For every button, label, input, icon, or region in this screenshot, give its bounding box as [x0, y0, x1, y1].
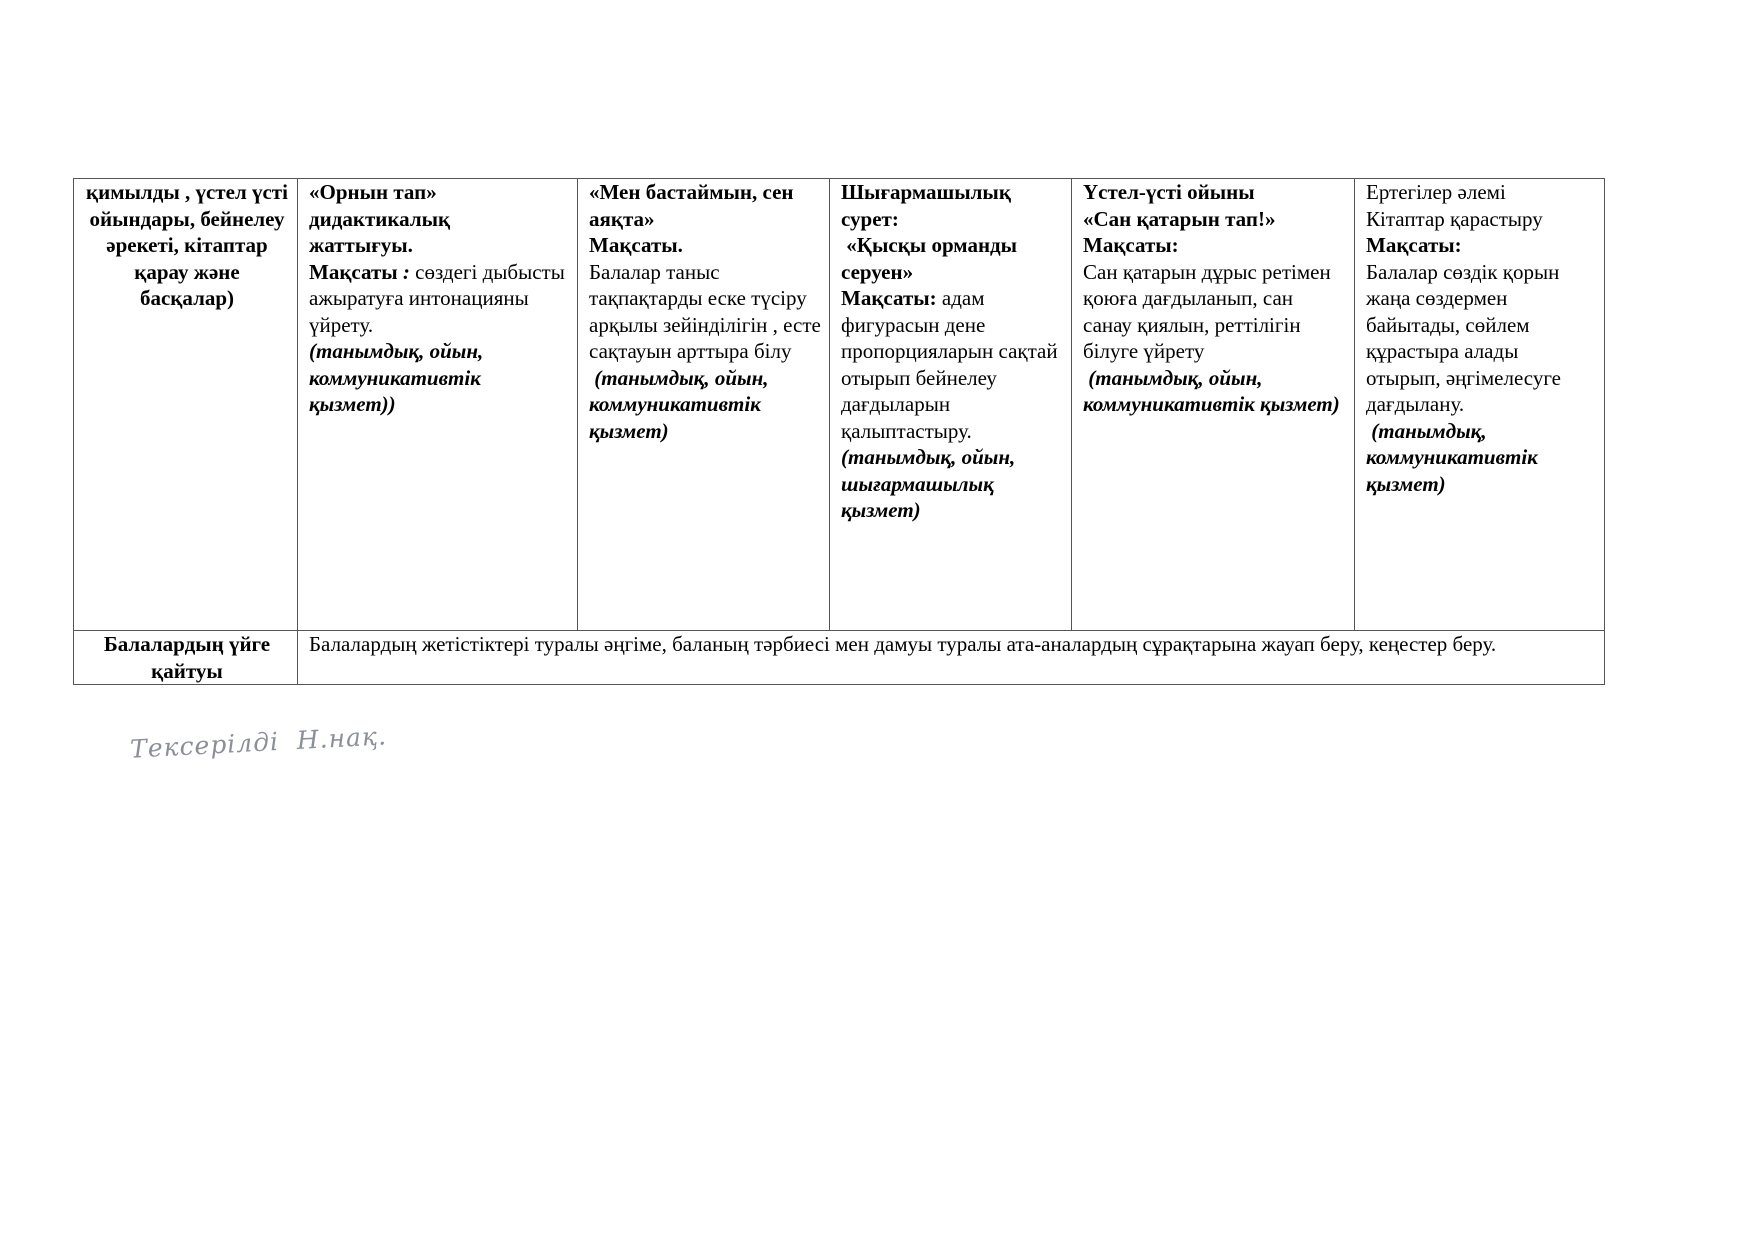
goal-label: Мақсаты: — [841, 286, 937, 310]
cell-title: жаттығуы. — [309, 233, 413, 257]
cell-subtitle: Кітаптар қарастыру — [1366, 206, 1543, 231]
cell-title: «Сан қатарын тап!» — [1083, 206, 1276, 231]
goal-label: Мақсаты. — [589, 233, 683, 257]
cell-title: Шығармашылық — [841, 180, 1011, 204]
row-label-going-home: Балалардың үйге қайтуы — [74, 631, 298, 685]
going-home-text: Балалардың жетістіктері туралы әңгіме, баланың тәрбиесі мен дамуы туралы ата-аналардың сұрақтарына жауап беру, кеңестер беру. — [298, 631, 1605, 685]
goal-separator: : — [397, 259, 416, 284]
activity-areas: (танымдық, ойын, шығармашылық қызмет) — [841, 445, 1016, 522]
cell-title: сурет: — [841, 206, 899, 231]
cell-ertegiler-alemi — [1355, 179, 1605, 631]
cell-title: «Орнын тап» — [309, 180, 437, 204]
plan-table — [73, 178, 1605, 685]
cell-san-kataryn-tap — [1072, 179, 1355, 631]
cell-title: Үстел-үсті ойыны — [1083, 180, 1255, 204]
row-label-activities: қимылды , үстел үсті ойындары, бейнелеу әрекеті, кітаптар қарау және басқалар) — [74, 179, 298, 631]
cell-men-bastaimyn — [578, 179, 830, 631]
activity-areas: (танымдық, ойын, коммуникативтік қызмет) — [1083, 365, 1340, 416]
activity-areas: (танымдық, коммуникативтік қызмет) — [1366, 418, 1544, 496]
cell-title: «Қысқы орманды серуен» — [841, 233, 1023, 284]
goal-text: сөздегі дыбысты ажыратуға интонацияны үйрету. — [309, 259, 565, 337]
goal-text: Балалар сөздік қорын жаңа сөздермен байытады, сөйлем құрастыра алады отырып, әңгімелесуге дағдылану. — [1366, 259, 1561, 416]
activities-row — [74, 179, 1605, 631]
cell-orynyn-tap — [298, 179, 578, 631]
cell-title: дидактикалық — [309, 206, 451, 231]
goal-text: адам фигурасын дене пропорцияларын сақтай отырып бейнелеу дағдыларын қалыптастыру. — [841, 286, 1063, 443]
goal-label: Мақсаты: — [1083, 233, 1179, 257]
handwritten-signature: Тексерілді Н.нақ. — [129, 721, 388, 764]
goal-label: Мақсаты: — [1366, 233, 1462, 257]
going-home-row — [74, 631, 1605, 685]
goal-text: Балалар таныс тақпақтарды еске түсіру арқылы зейінділігін , есте сақтауын арттыра білу — [589, 259, 821, 363]
goal-text: Сан қатарын дұрыс ретімен қоюға дағдыланып, сан санау қиялын, реттілігін білуге үйрету — [1083, 259, 1331, 363]
activity-areas: (танымдық, ойын, коммуникативтік қызмет) — [589, 365, 774, 443]
activity-areas: (танымдық, ойын, коммуникативтік қызмет)) — [309, 339, 484, 416]
goal-label: Мақсаты — [309, 259, 398, 284]
cell-title: «Мен бастаймын, сен аяқта» — [589, 180, 794, 231]
cell-shygarmashylyk-suret — [830, 179, 1072, 631]
cell-title: Ертегілер әлемі — [1366, 180, 1506, 204]
